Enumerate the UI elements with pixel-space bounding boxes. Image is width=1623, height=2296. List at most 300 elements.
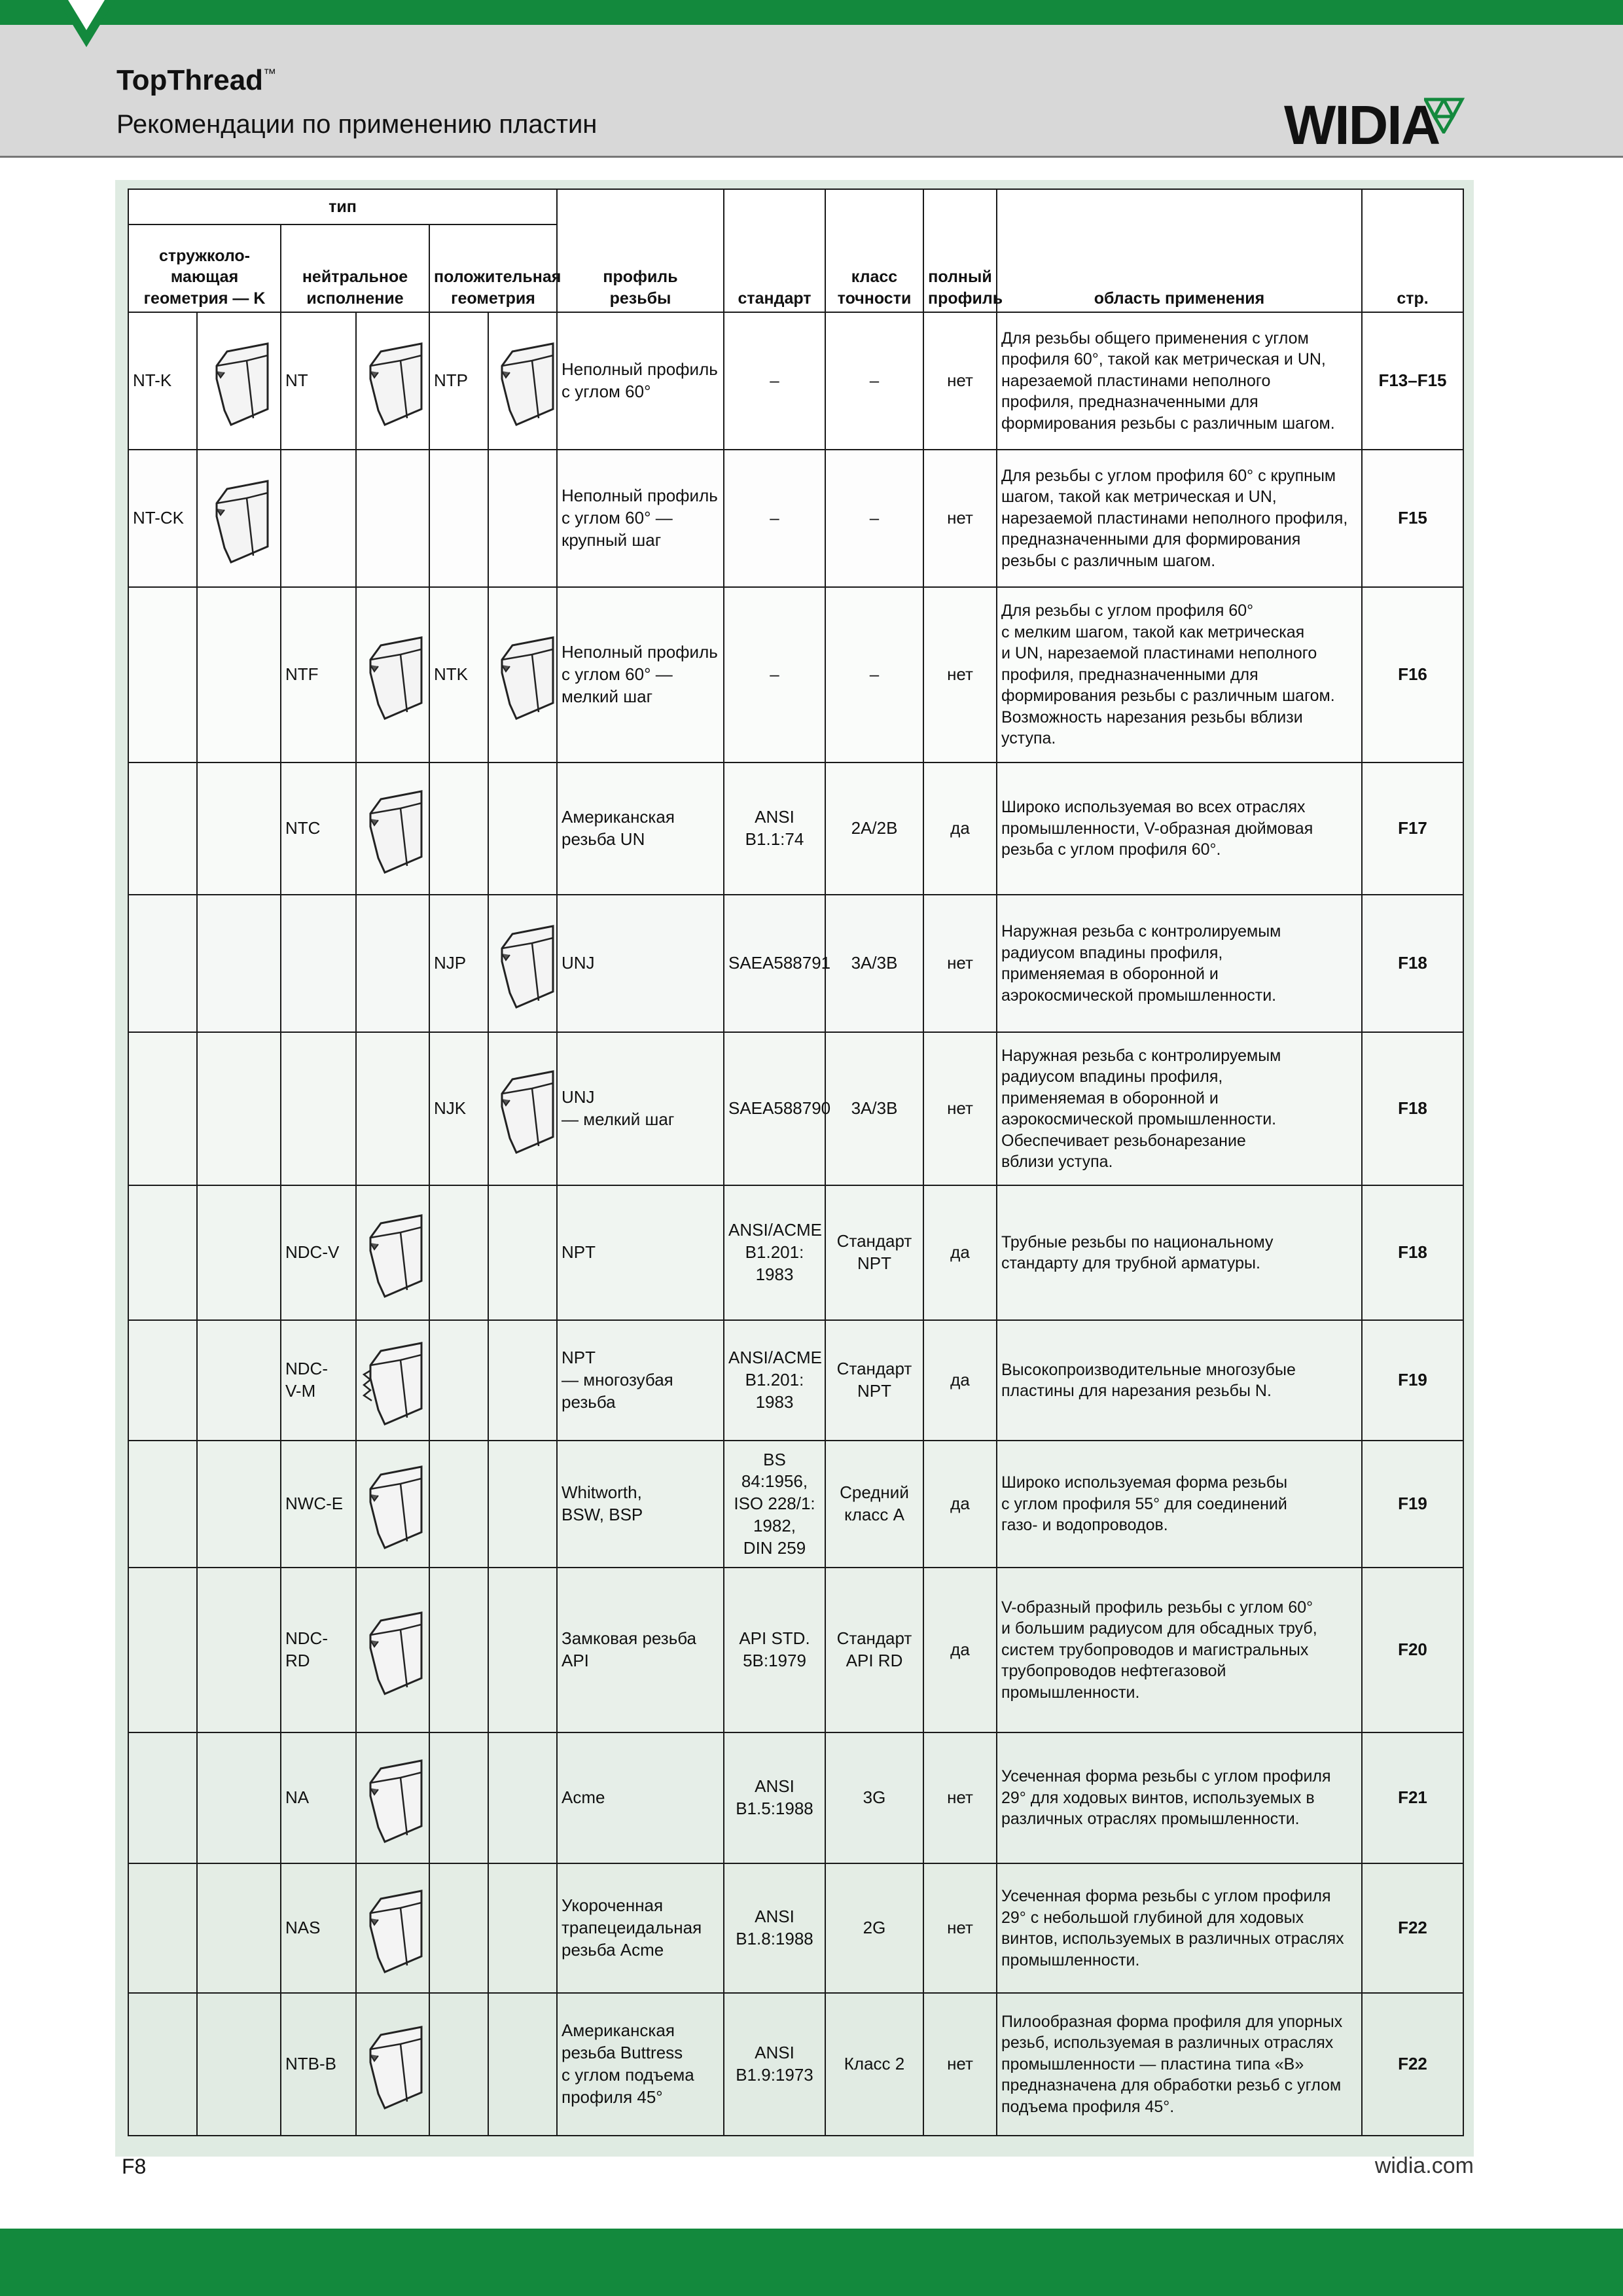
standard-text: – (770, 370, 779, 391)
neutral-code-text: NT (285, 370, 308, 391)
full-profile-text: да (950, 1640, 970, 1660)
standard (724, 1320, 825, 1441)
page-header-cell: стр. (1362, 189, 1463, 312)
page-ref (1362, 1732, 1463, 1863)
page-ref (1362, 450, 1463, 587)
top-accent-bar (0, 0, 1623, 25)
application-text: Наружная резьба с контролируемым радиусом впадины профиля, применяемая в оборонной и аэрокосмической промышленности. (1001, 922, 1281, 1005)
neutral-code (281, 1320, 356, 1441)
chip-breaker-code (128, 1863, 197, 1993)
positive-code-text: NJP (434, 953, 467, 973)
full-profile-text: нет (947, 1098, 973, 1119)
tolerance-class-text: 3A/3B (851, 1098, 898, 1119)
insert-icon (493, 626, 556, 724)
neutral-code (281, 762, 356, 895)
tolerance-class-text: Стандарт NPT (836, 1231, 912, 1273)
thread-profile-text: Неполный профиль с углом 60° — мелкий шаг (562, 642, 718, 706)
insert-icon (361, 1204, 424, 1302)
chip-breaker-picture (197, 587, 281, 762)
page-ref-text: F13–F15 (1378, 370, 1447, 391)
neutral-picture (356, 587, 429, 762)
page-ref-text: F18 (1398, 1098, 1427, 1119)
page-ref-text: F15 (1398, 508, 1427, 528)
application (997, 1185, 1362, 1320)
thread-profile (557, 1320, 724, 1441)
chip-breaker-code (128, 1568, 197, 1732)
application (997, 895, 1362, 1032)
table-row (128, 1993, 1463, 2136)
chip-breaker-picture (197, 1568, 281, 1732)
positive-picture (488, 1320, 557, 1441)
table-row (128, 450, 1463, 587)
header-notch-inner (68, 0, 105, 30)
application (997, 1320, 1362, 1441)
application-text: Усеченная форма резьбы с углом профиля 29° с небольшой глубиной для ходовых винтов, используемых в различных отраслях промышленности. (1001, 1887, 1344, 1969)
application (997, 1568, 1362, 1732)
full-profile-text: да (950, 1242, 970, 1263)
standard (724, 312, 825, 450)
standard (724, 1863, 825, 1993)
tolerance-class-text: Стандарт NPT (836, 1359, 912, 1401)
neutral-picture (356, 1320, 429, 1441)
positive-picture (488, 1441, 557, 1568)
neutral-picture (356, 1863, 429, 1993)
full-profile-text: нет (947, 1787, 973, 1808)
page-ref-text: F18 (1398, 1242, 1427, 1263)
thread-profile (557, 1032, 724, 1185)
application (997, 1732, 1362, 1863)
standard (724, 1185, 825, 1320)
positive-code (429, 312, 488, 450)
positive-picture (488, 312, 557, 450)
standard (724, 450, 825, 587)
positive-code (429, 1568, 488, 1732)
full-profile-text: нет (947, 1918, 973, 1938)
positive-picture (488, 450, 557, 587)
page-ref (1362, 1441, 1463, 1568)
full-profile (923, 1320, 997, 1441)
type-group-header: тип (128, 189, 557, 224)
positive-code (429, 895, 488, 1032)
neutral-picture (356, 312, 429, 450)
neutral-picture (356, 450, 429, 587)
table-row (128, 895, 1463, 1032)
standard-text: ANSI/ACME B1.201: 1983 (728, 1348, 823, 1412)
positive-picture (488, 762, 557, 895)
neutral-code-text: NA (285, 1787, 310, 1808)
insert-icon (361, 1601, 424, 1699)
chip-breaker-code (128, 1320, 197, 1441)
tolerance-class-header: класс точности (825, 189, 923, 312)
standard-text: – (770, 664, 779, 685)
neutral-code-text: NTF (285, 664, 319, 685)
thread-profile (557, 1185, 724, 1320)
chip-breaker-code (128, 1993, 197, 2136)
neutral-code (281, 895, 356, 1032)
chip-breaker-code (128, 450, 197, 587)
positive-code (429, 587, 488, 762)
application (997, 312, 1362, 450)
application-text: Высокопроизводительные многозубые пластины для нарезания резьбы N. (1001, 1360, 1296, 1400)
thread-profile-text: Неполный профиль с углом 60° — крупный шаг (562, 486, 718, 550)
standard-text: ANSI B1.9:1973 (736, 2043, 813, 2085)
full-profile (923, 450, 997, 587)
standard-text: ANSI B1.8:1988 (736, 1907, 813, 1948)
positive-code (429, 1032, 488, 1185)
tolerance-class (825, 1320, 923, 1441)
thread-profile-text: Whitworth, BSW, BSP (562, 1482, 643, 1524)
application-text: V-образный профиль резьбы с углом 60° и большим радиусом для обсадных труб, систем трубопроводов и магистральных трубопроводов нефтегазовой промышленности. (1001, 1598, 1317, 1702)
tolerance-class-text: – (869, 370, 880, 391)
tolerance-class-text: 3G (863, 1787, 886, 1808)
thread-profile (557, 1993, 724, 2136)
chip-breaker-picture (197, 1441, 281, 1568)
thread-profile-text: Укороченная трапецеидальная резьба Acme (562, 1895, 702, 1960)
positive-picture (488, 1032, 557, 1185)
page-ref (1362, 312, 1463, 450)
application (997, 587, 1362, 762)
chip-breaker-picture (197, 762, 281, 895)
insert-icon (493, 1060, 556, 1158)
full-profile-text: да (950, 1494, 970, 1514)
page-ref-text: F21 (1398, 1787, 1427, 1808)
neutral-code (281, 450, 356, 587)
table-row (128, 312, 1463, 450)
insert-icon (361, 1455, 424, 1553)
full-profile-text: да (950, 818, 970, 838)
application-header: область применения (997, 189, 1362, 312)
page-ref-text: F22 (1398, 1918, 1427, 1938)
tolerance-class (825, 1032, 923, 1185)
standard (724, 762, 825, 895)
page-number: F8 (122, 2155, 147, 2178)
thread-profile (557, 450, 724, 587)
page-ref (1362, 1863, 1463, 1993)
standard-text: BS 84:1956, ISO 228/1: 1982, DIN 259 (734, 1449, 815, 1558)
application (997, 1863, 1362, 1993)
application (997, 450, 1362, 587)
page-ref-text: F19 (1398, 1494, 1427, 1514)
application-text: Пилообразная форма профиля для упорных резьб, используемая в различных отраслях промышленности — пластина типа «B» предназначена для обработки резьб с углом подъема профиля 45°. (1001, 2012, 1343, 2116)
positive-code-text: NTP (434, 370, 468, 391)
thread-profile (557, 1732, 724, 1863)
standard (724, 1732, 825, 1863)
tolerance-class (825, 312, 923, 450)
neutral-code-text: NTC (285, 818, 321, 838)
application-text: Широко используемая форма резьбы с углом профиля 55° для соединений газо- и водопроводов. (1001, 1473, 1288, 1535)
tolerance-class (825, 1568, 923, 1732)
page-ref-text: F17 (1398, 818, 1427, 838)
chip-breaker-code (128, 1185, 197, 1320)
tolerance-class-text: – (869, 664, 880, 685)
table-row (128, 587, 1463, 762)
insert-icon (493, 332, 556, 430)
page-header (0, 25, 1623, 158)
standard-text: SAEA588791 (728, 953, 831, 973)
neutral-picture (356, 1032, 429, 1185)
chip-breaker-picture (197, 1863, 281, 1993)
tolerance-class (825, 450, 923, 587)
full-profile-header: полный профиль (923, 189, 997, 312)
brand-title: TopThread™ (116, 64, 277, 96)
application (997, 1993, 1362, 2136)
application-text: Усеченная форма резьбы с углом профиля 29° для ходовых винтов, используемых в различных отраслях промышленности. (1001, 1767, 1331, 1829)
insert-icon (361, 1749, 424, 1847)
widia-logo: WIDIA (1284, 96, 1480, 154)
application-text: Широко используемая во всех отраслях промышленности, V-образная дюймовая резьба с углом профиля 60°. (1001, 798, 1313, 859)
full-profile (923, 1441, 997, 1568)
neutral-header: нейтральное исполнение (281, 224, 429, 312)
thread-profile (557, 587, 724, 762)
insert-icon (207, 469, 270, 567)
standard (724, 1993, 825, 2136)
page-ref-text: F16 (1398, 664, 1427, 685)
standard (724, 1032, 831, 1185)
neutral-code-text: NDC-V (285, 1242, 340, 1263)
standard-text: SAEA588790 (728, 1098, 831, 1119)
table-row (128, 1185, 1463, 1320)
thread-profile (557, 1863, 724, 1993)
chip-breaker-code-text: NT-K (133, 370, 172, 391)
bottom-accent-bar (0, 2229, 1623, 2296)
full-profile-text: нет (947, 370, 973, 391)
chip-breaker-picture (197, 312, 281, 450)
page-ref (1362, 1320, 1463, 1441)
full-profile (923, 587, 997, 762)
tolerance-class (825, 1863, 923, 1993)
chip-breaker-picture (197, 450, 281, 587)
chip-breaker-picture (197, 1993, 281, 2136)
neutral-picture (356, 1993, 429, 2136)
tolerance-class (825, 1993, 923, 2136)
neutral-code (281, 587, 356, 762)
neutral-picture (356, 1568, 429, 1732)
tolerance-class-text: 2G (863, 1918, 886, 1938)
neutral-picture (356, 1185, 429, 1320)
positive-code (429, 1185, 488, 1320)
positive-code (429, 450, 488, 587)
neutral-code-text: NDC- V-M (285, 1359, 328, 1401)
chip-breaker-code (128, 1032, 197, 1185)
insert-icon (361, 626, 424, 724)
tolerance-class (825, 762, 923, 895)
full-profile (923, 1993, 997, 2136)
insert-icon (207, 332, 270, 430)
widia-logo-icon (1424, 88, 1479, 134)
table-body (128, 312, 1463, 2136)
multi-tooth-insert-icon (361, 1331, 424, 1429)
insert-application-table (128, 188, 1464, 2136)
page-ref-text: F22 (1398, 2054, 1427, 2074)
page-ref-text: F19 (1398, 1370, 1427, 1390)
tolerance-class-text: – (869, 508, 880, 528)
tolerance-class-text: Класс 2 (844, 2054, 905, 2074)
chip-breaker-code (128, 762, 197, 895)
application (997, 762, 1362, 895)
positive-picture (488, 587, 557, 762)
insert-icon (361, 332, 424, 430)
neutral-picture (356, 1441, 429, 1568)
standard (724, 895, 831, 1032)
application-text: Для резьбы с углом профиля 60° с крупным шагом, такой как метрическая и UN, нарезаемой пластинами неполного профиля, предназначенными для формирования резьбы с различным шагом. (1001, 466, 1348, 570)
application-text: Для резьбы общего применения с углом профиля 60°, такой как метрическая и UN, нарезаемой пластинами неполного профиля, предназначенными для формирования резьбы с различным шагом. (1001, 329, 1335, 433)
neutral-code (281, 312, 356, 450)
neutral-code-text: NWC-E (285, 1494, 344, 1514)
tolerance-class-text: 2A/2B (851, 818, 898, 838)
page-ref-text: F18 (1398, 953, 1427, 973)
thread-profile-text: Замковая резьба API (562, 1628, 697, 1670)
page-ref-text: F20 (1398, 1640, 1427, 1660)
positive-picture (488, 895, 557, 1032)
chip-breaker-picture (197, 1320, 281, 1441)
positive-picture (488, 1863, 557, 1993)
thread-profile-text: NPT (562, 1242, 596, 1263)
full-profile (923, 762, 997, 895)
full-profile-text: нет (947, 664, 973, 685)
thread-profile-text: Американская резьба UN (562, 807, 675, 849)
thread-profile-text: UNJ — мелкий шаг (562, 1087, 675, 1129)
thread-profile-text: Acme (562, 1787, 605, 1808)
thread-profile (557, 1568, 724, 1732)
tolerance-class-text: 3A/3B (851, 953, 898, 973)
application-text: Трубные резьбы по национальному стандарту для трубной арматуры. (1001, 1232, 1274, 1272)
chip-breaker-code (128, 895, 197, 1032)
insert-icon (361, 1879, 424, 1977)
thread-profile (557, 895, 724, 1032)
full-profile-text: да (950, 1370, 970, 1390)
thread-profile-text: Американская резьба Buttress с углом подъема профиля 45° (562, 2020, 694, 2107)
neutral-code (281, 1863, 356, 1993)
application-text: Наружная резьба с контролируемым радиусом впадины профиля, применяемая в оборонной и аэрокосмической промышленности. Обеспечивает резьбонарезание вблизи уступа. (1001, 1046, 1281, 1171)
positive-code (429, 1320, 488, 1441)
neutral-code (281, 1993, 356, 2136)
thread-profile-text: NPT — многозубая резьба (562, 1348, 673, 1412)
application-text: Для резьбы с углом профиля 60° с мелким шагом, такой как метрическая и UN, нарезаемой пластинами неполного профиля, предназначенными для формирования резьбы с различным шагом. Возможность нарезания резьбы вблизи уступа. (1001, 601, 1335, 748)
table-row (128, 1732, 1463, 1863)
positive-code (429, 1993, 488, 2136)
full-profile (923, 1863, 997, 1993)
neutral-code (281, 1568, 356, 1732)
tolerance-class (825, 1732, 923, 1863)
positive-header: положительная геометрия (429, 224, 557, 312)
chip-breaker-code-text: NT-CK (133, 508, 184, 528)
neutral-code-text: NAS (285, 1918, 321, 1938)
thread-profile (557, 762, 724, 895)
chip-breaker-code (128, 312, 197, 450)
thread-profile (557, 312, 724, 450)
positive-code (429, 1441, 488, 1568)
neutral-picture (356, 1732, 429, 1863)
neutral-picture (356, 762, 429, 895)
standard-text: – (770, 508, 779, 528)
chip-breaker-picture (197, 1732, 281, 1863)
neutral-code (281, 1032, 356, 1185)
page-ref (1362, 1032, 1463, 1185)
standard-text: API STD. 5B:1979 (739, 1628, 810, 1670)
positive-code (429, 762, 488, 895)
table-row (128, 762, 1463, 895)
tolerance-class-text: Средний класс A (840, 1482, 909, 1524)
profile-header: профиль резьбы (557, 189, 724, 312)
application (997, 1441, 1362, 1568)
insert-icon (361, 780, 424, 878)
tolerance-class (825, 1185, 923, 1320)
full-profile (923, 1032, 997, 1185)
full-profile (923, 312, 997, 450)
standard-header: стандарт (724, 189, 825, 312)
full-profile (923, 1185, 997, 1320)
tolerance-class (825, 587, 923, 762)
page-ref (1362, 1993, 1463, 2136)
page-ref (1362, 587, 1463, 762)
page-ref (1362, 895, 1463, 1032)
positive-picture (488, 1185, 557, 1320)
neutral-code-text: NTB-B (285, 2054, 336, 2074)
standard (724, 1441, 825, 1568)
neutral-code (281, 1185, 356, 1320)
thread-profile-text: UNJ (562, 953, 595, 973)
standard (724, 1568, 825, 1732)
positive-code (429, 1863, 488, 1993)
full-profile (923, 1568, 997, 1732)
standard-text: ANSI/ACME B1.201: 1983 (728, 1220, 823, 1284)
positive-code-text: NTK (434, 664, 468, 685)
full-profile-text: нет (947, 508, 973, 528)
positive-picture (488, 1732, 557, 1863)
table-row (128, 1568, 1463, 1732)
standard-text: ANSI B1.1:74 (745, 807, 804, 849)
tolerance-class (825, 895, 923, 1032)
page-ref (1362, 1568, 1463, 1732)
page-subtitle: Рекомендации по применению пластин (116, 110, 597, 139)
chip-breaker-code (128, 1732, 197, 1863)
chip-breaker-picture (197, 895, 281, 1032)
website-link[interactable]: widia.com (1374, 2153, 1474, 2178)
page-ref (1362, 762, 1463, 895)
positive-picture (488, 1568, 557, 1732)
tolerance-class-text: Стандарт API RD (836, 1628, 912, 1670)
tolerance-class (825, 1441, 923, 1568)
page-ref (1362, 1185, 1463, 1320)
table-row (128, 1032, 1463, 1185)
chip-breaker-header: стружколо- мающая геометрия — K (128, 224, 281, 312)
insert-icon (493, 914, 556, 1013)
table-row (128, 1320, 1463, 1441)
positive-code (429, 1732, 488, 1863)
chip-breaker-picture (197, 1185, 281, 1320)
chip-breaker-code (128, 1441, 197, 1568)
chip-breaker-picture (197, 1032, 281, 1185)
full-profile (923, 1732, 997, 1863)
neutral-picture (356, 895, 429, 1032)
chip-breaker-code (128, 587, 197, 762)
table-row (128, 1441, 1463, 1568)
full-profile (923, 895, 997, 1032)
full-profile-text: нет (947, 953, 973, 973)
application (997, 1032, 1362, 1185)
insert-icon (361, 2015, 424, 2113)
neutral-code-text: NDC-RD (285, 1628, 328, 1670)
full-profile-text: нет (947, 2054, 973, 2074)
standard (724, 587, 825, 762)
standard-text: ANSI B1.5:1988 (736, 1776, 813, 1818)
positive-code-text: NJK (434, 1098, 467, 1119)
positive-picture (488, 1993, 557, 2136)
neutral-code (281, 1732, 356, 1863)
thread-profile-text: Неполный профиль с углом 60° (562, 359, 718, 401)
thread-profile (557, 1441, 724, 1568)
table-row (128, 1863, 1463, 1993)
